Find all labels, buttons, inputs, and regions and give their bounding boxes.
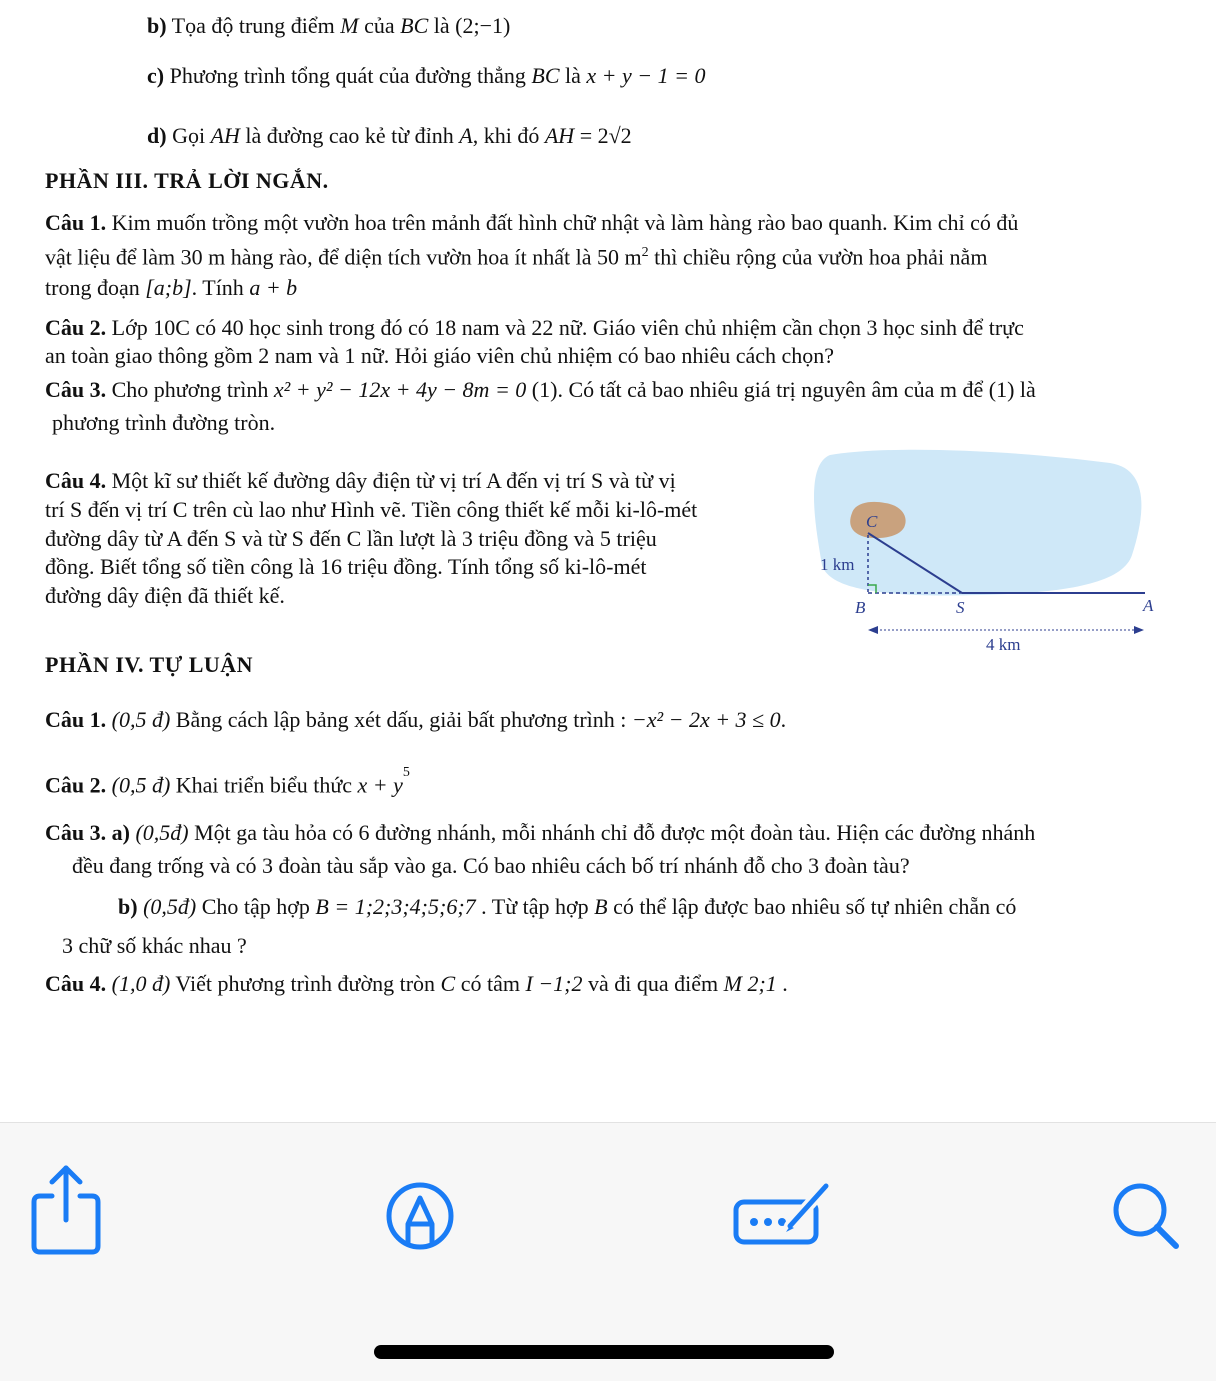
label-C: C (866, 512, 878, 531)
p3-q1-line1: Câu 1. Kim muốn trồng một vườn hoa trên mảnh đất hình chữ nhật và làm hàng rào bao quanh. Kim chỉ có đủ (45, 210, 1019, 235)
share-icon[interactable] (28, 1162, 104, 1258)
label-4km: 4 km (986, 635, 1021, 654)
label-B: B (855, 598, 866, 617)
p3-q3-line2: phương trình đường tròn. (52, 410, 276, 435)
p4-q3b-line2: 3 chữ số khác nhau ? (62, 933, 247, 958)
p3-q2-line1: Câu 2. Lớp 10C có 40 học sinh trong đó có 18 nam và 22 nữ. Giáo viên chủ nhiệm cần chọn 3 học sinh để trực (45, 315, 1024, 340)
p4-q1: Câu 1. (0,5 đ) Bằng cách lập bảng xét dấu, giải bất phương trình : −x² − 2x + 3 ≤ 0. (45, 707, 787, 732)
part-iv-heading: PHẦN IV. TỰ LUẬN (45, 652, 254, 677)
p3-q1-line2: vật liệu để làm 30 m hàng rào, để diện tích vườn hoa ít nhất là 50 $m^2$ thì chiều rộng của vườn hoa phải nằm (45, 244, 988, 270)
p3-q4-line1: Câu 4. Một kĩ sư thiết kế đường dây điện từ vị trí A đến vị trí S và từ vị (45, 468, 676, 493)
p3-q2-line2: an toàn giao thông gồm 2 nam và 1 nữ. Hỏi giáo viên chủ nhiệm có bao nhiêu cách chọn? (45, 343, 835, 368)
p4-q2: Câu 2. (0,5 đ) Khai triển biểu thức $x + y^5$ (45, 765, 410, 798)
p3-q4-line4: đồng. Biết tổng số tiền công là 16 triệu đồng. Tính tổng số ki-lô-mét (45, 554, 647, 579)
item-d: d) Gọi AH là đường cao kẻ từ đỉnh A, khi đó AH = 2√2 (147, 123, 632, 148)
label-A: A (1143, 596, 1154, 615)
p3-q3-line1: Câu 3. Cho phương trình x² + y² − 12x + 4y − 8m = 0 (1). Có tất cả bao nhiêu giá trị nguyên âm của m để (1) là (45, 377, 1036, 402)
bottom-toolbar (0, 1122, 1216, 1381)
p4-q3b-line1: b) (0,5đ) Cho tập hợp B = 1;2;3;4;5;6;7 . Từ tập hợp B có thể lập được bao nhiêu số tự nhiên chẵn có (118, 894, 1017, 919)
arrow-left (868, 626, 878, 634)
p3-q1-line3: trong đoạn [a;b]. Tính a + b (45, 275, 298, 300)
p4-q3a-line2: đều đang trống và có 3 đoàn tàu sắp vào ga. Có bao nhiêu cách bố trí nhánh đỗ cho 3 đoàn tàu? (72, 853, 910, 878)
label-S: S (956, 598, 965, 617)
p3-q4-line3: đường dây từ A đến S và từ S đến C lần lượt là 3 triệu đồng và 5 triệu (45, 526, 657, 551)
island-figure (810, 445, 1170, 660)
arrow-right (1134, 626, 1144, 634)
markup-icon[interactable] (384, 1180, 456, 1252)
signature-icon[interactable] (730, 1178, 834, 1248)
home-indicator[interactable] (374, 1345, 834, 1359)
p3-q4-line2: trí S đến vị trí C trên cù lao như Hình vẽ. Tiền công thiết kế mỗi ki-lô-mét (45, 497, 698, 522)
p4-q4: Câu 4. (1,0 đ) Viết phương trình đường tròn C có tâm I −1;2 và đi qua điểm M 2;1 . (45, 971, 788, 996)
p3-q4-line5: đường dây điện đã thiết kế. (45, 583, 285, 608)
part-iii-heading: PHẦN III. TRẢ LỜI NGẮN. (45, 168, 329, 193)
p4-q3a-line1: Câu 3. a) (0,5đ) Một ga tàu hỏa có 6 đường nhánh, mỗi nhánh chỉ đỗ được một đoàn tàu. Hiện các đường nhánh (45, 820, 1036, 845)
search-icon[interactable] (1110, 1180, 1182, 1252)
item-b: b) Tọa độ trung điểm M của BC là (2;−1) (147, 13, 511, 38)
island-shape (850, 502, 905, 538)
item-c: c) Phương trình tổng quát của đường thẳng BC là x + y − 1 = 0 (147, 63, 706, 88)
label-1km: 1 km (820, 555, 855, 574)
